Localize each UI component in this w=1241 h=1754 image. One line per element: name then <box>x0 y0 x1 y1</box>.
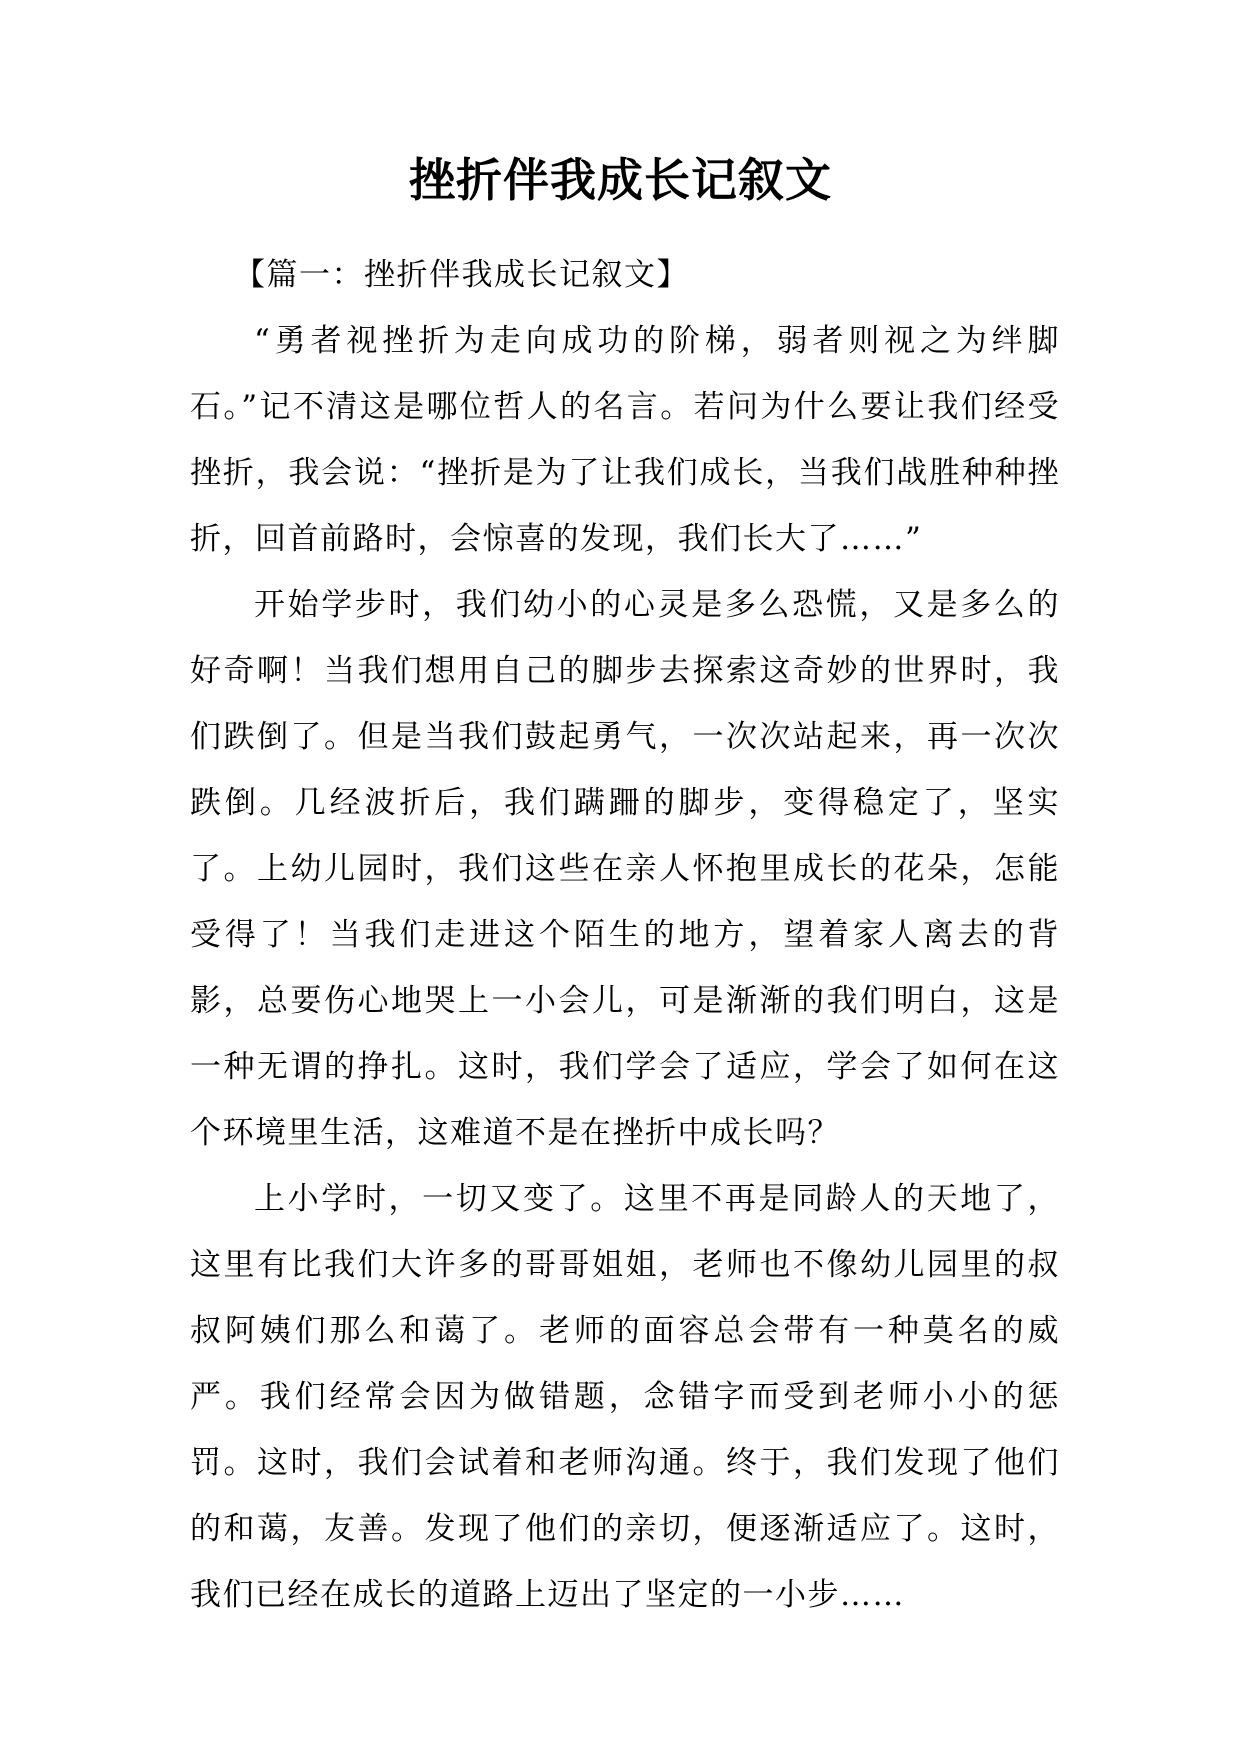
paragraph-3: 上小学时，一切又变了。这里不再是同龄人的天地了，这里有比我们大许多的哥哥姐姐，老师也不像幼儿园里的叔叔阿姨们那么和蔼了。老师的面容总会带有一种莫名的威严。我们经常会因为做错题，念错字而受到老师小小的惩罚。这时，我们会试着和老师沟通。终于，我们发现了他们的和蔼，友善。发现了他们的亲切，便逐渐适应了。这时，我们已经在成长的道路上迈出了坚定的一小步…… <box>190 1181 1060 1613</box>
document-title: 挫折伴我成长记叙文 <box>409 153 832 207</box>
section-heading: 【篇一：挫折伴我成长记叙文】 <box>234 257 689 293</box>
paragraph-1: “勇者视挫折为走向成功的阶梯，弱者则视之为绊脚石。”记不清这是哪位哲人的名言。若问为什么要让我们经受挫折，我会说：“挫折是为了让我们成长，当我们战胜种种挫折，回首前路时，会惊喜的发现，我们长大了……” <box>190 323 1060 557</box>
paragraph-2: 开始学步时，我们幼小的心灵是多么恐慌，又是多么的好奇啊！当我们想用自己的脚步去探索这奇妙的世界时，我们跌倒了。但是当我们鼓起勇气，一次次站起来，再一次次跌倒。几经波折后，我们蹒跚的脚步，变得稳定了，坚实了。上幼儿园时，我们这些在亲人怀抱里成长的花朵，怎能受得了！当我们走进这个陌生的地方，望着家人离去的背影，总要伤心地哭上一小会儿，可是渐渐的我们明白，这是一种无谓的挣扎。这时，我们学会了适应，学会了如何在这个环境里生活，这难道不是在挫折中成长吗？ <box>190 587 1060 1151</box>
document-body <box>190 242 1060 1628</box>
